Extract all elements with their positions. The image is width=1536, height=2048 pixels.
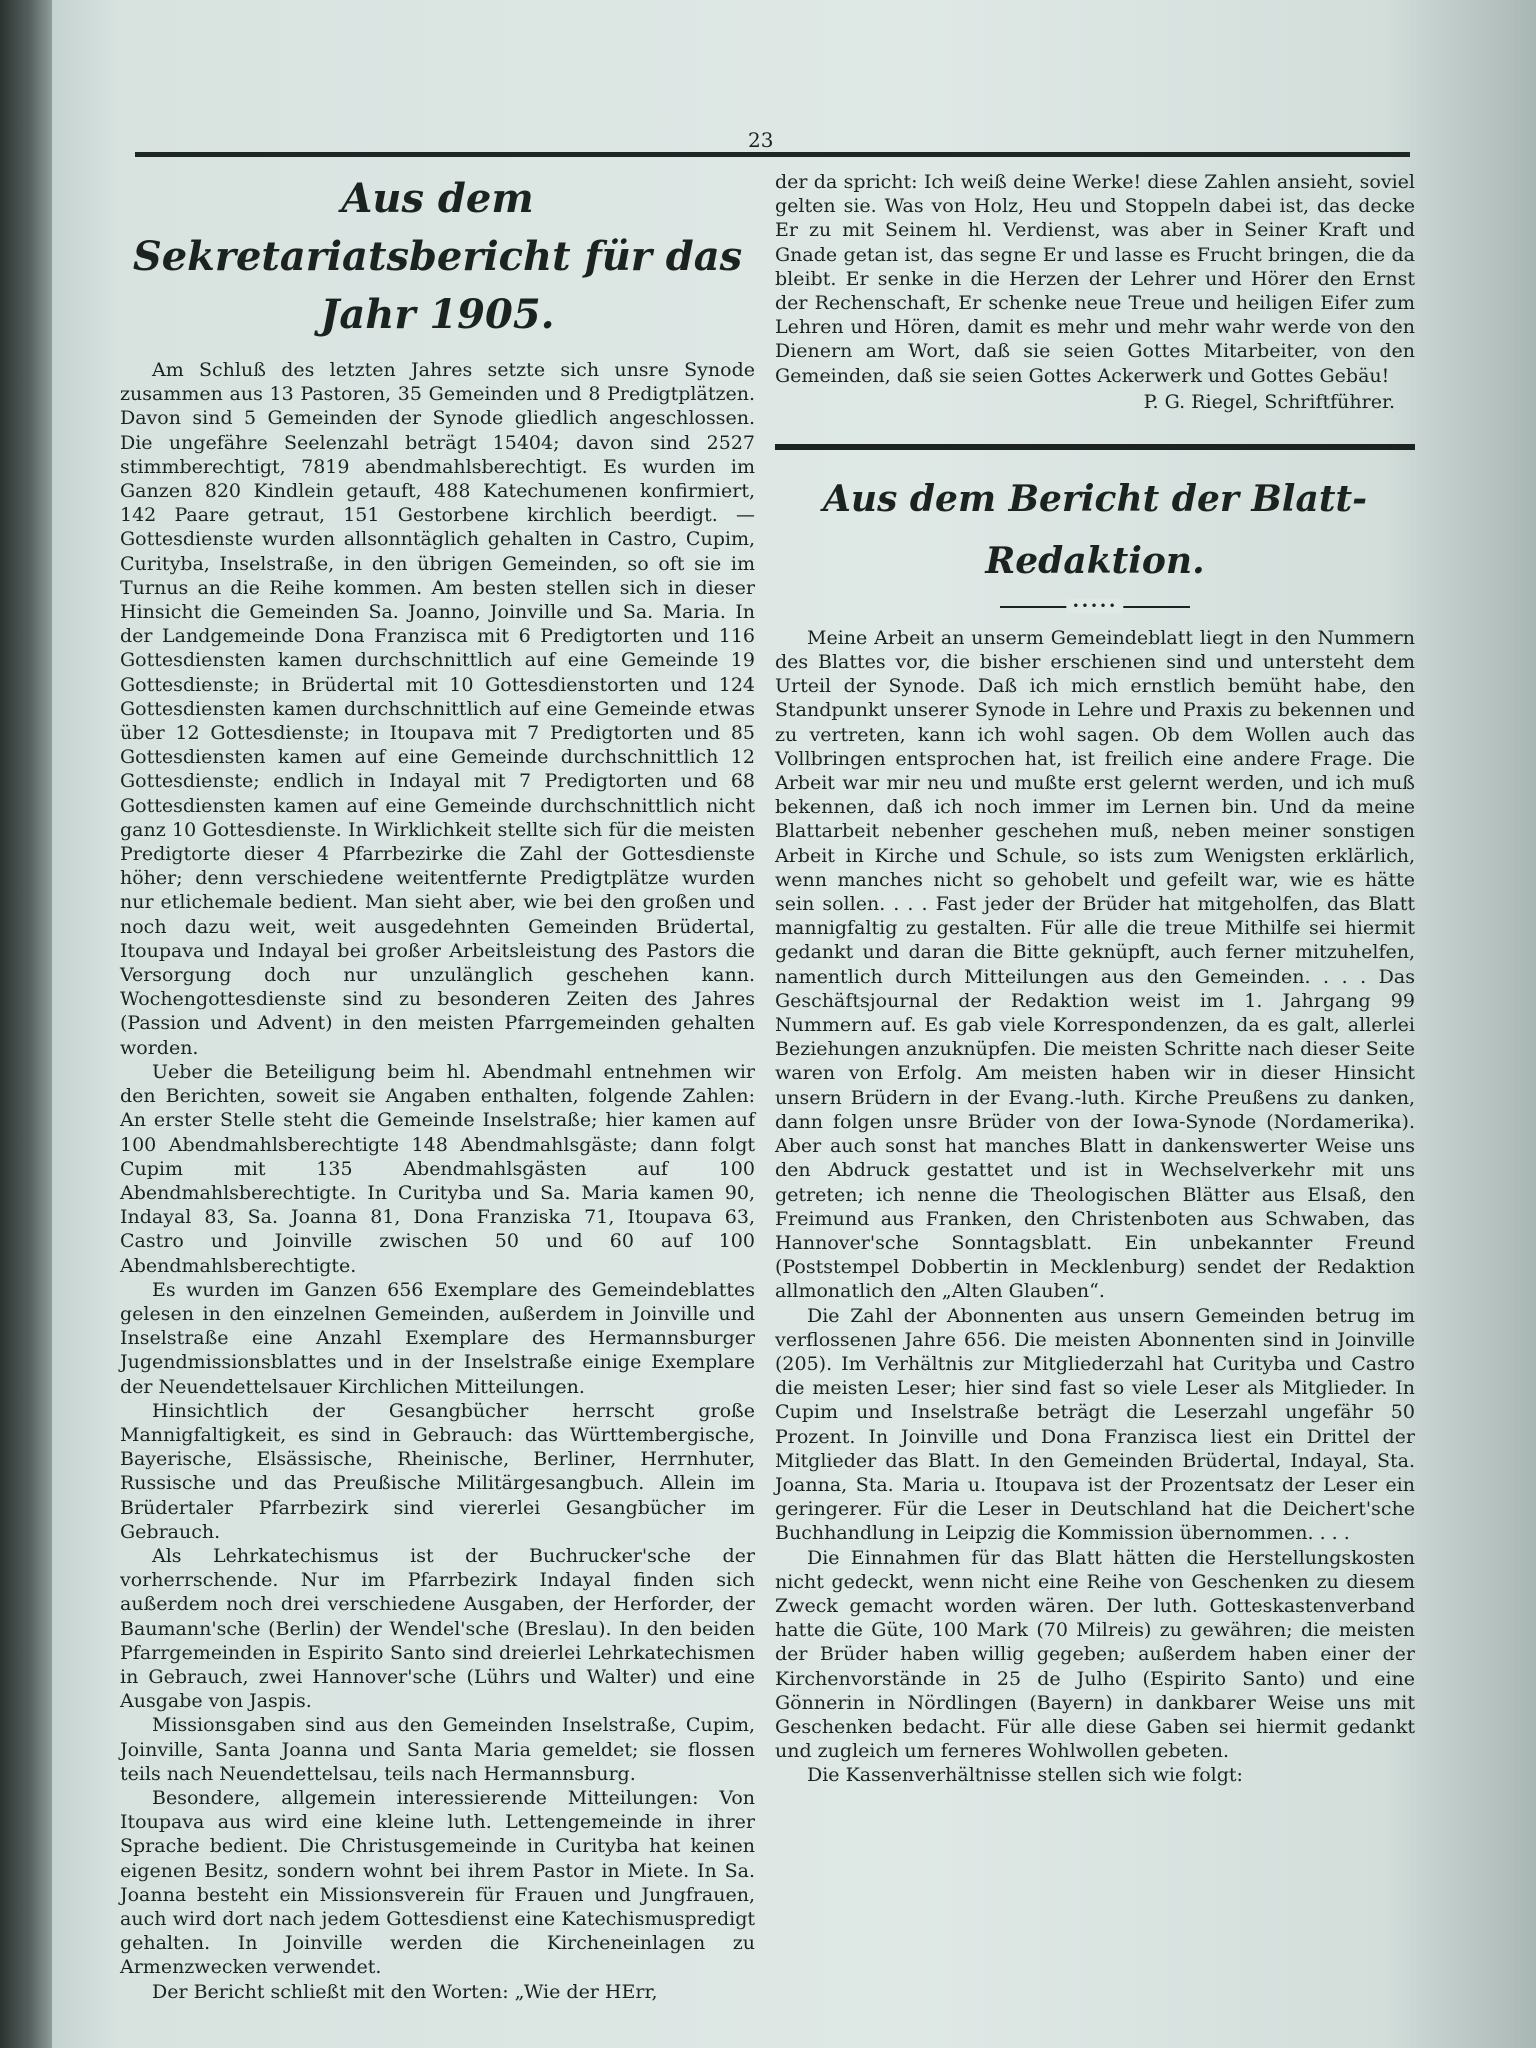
ornament-dots: ••••• <box>1066 599 1123 613</box>
right-column <box>775 170 1415 1788</box>
paragraph: Als Lehrkatechismus ist der Buchrucker'sche der vorherrschende. Nur im Pfarrbezirk Indayal finden sich außerdem noch drei verschiedene Ausgaben, der Herforder, der Baumann'sche (Berlin) der Wendel'sche (Breslau). In den beiden Pfarrgemeinden in Espirito Santo sind dreierlei Lehrkatechismen in Gebrauch, zwei Hannover'sche (Lührs und Walter) und eine Ausgabe von Jaspis. <box>120 1544 755 1713</box>
paragraph: Hinsichtlich der Gesangbücher herrscht große Mannigfaltigkeit, es sind in Gebrauch: das Württembergische, Bayerische, Elsässische, Rheinische, Berliner, Herrnhuter, Russische und das Preußische Militärgesangbuch. Allein im Brüdertaler Pfarrbezirk sind viererlei Gesangbücher im Gebrauch. <box>120 1399 755 1543</box>
paragraph: Die Einnahmen für das Blatt hätten die Herstellungskosten nicht gedeckt, wenn nicht eine Reihe von Geschenken zu diesem Zweck gemacht worden wären. Der luth. Gotteskastenverband hatte die Güte, 100 Mark (70 Milreis) zu gewähren; die meisten der Brüder haben willig gegeben; außerdem haben einer der Kirchenvorstände in 25 de Julho (Espirito Santo) und eine Gönnerin in Nördlingen (Bayern) in dankbarer Weise uns mit Geschenken bedacht. Für alle diese Gaben sei hiermit gedankt und zugleich um ferneres Wohlwollen gebeten. <box>775 1546 1415 1763</box>
signature: P. G. Riegel, Schriftführer. <box>1143 390 1395 413</box>
secretary-report-heading: Aus dem Sekretariatsbericht für das Jahr 1905. <box>132 175 743 338</box>
left-column <box>120 170 755 2004</box>
paragraph: Die Zahl der Abonnenten aus unsern Gemeinden betrug im verflossenen Jahre 656. Die meisten Abonnenten sind in Joinville (205). Im Verhältnis zur Mitgliederzahl hat Curityba und Castro die meisten Leser; hier sind fast so viele Leser als Mitglieder. In Cupim und Inselstraße beträgt die Leserzahl ungefähr 50 Prozent. In Joinville und Dona Franzisca liest ein Drittel der Mitglieder das Blatt. In den Gemeinden Brüdertal, Indayal, Sta. Joanna, Sta. Maria u. Itoupava ist der Prozentsatz der Leser ein geringerer. Für die Leser in Deutschland hat die Deichert'sche Buchhandlung in Leipzig die Kommission übernommen. . . . <box>775 1304 1415 1545</box>
book-spine-shadow <box>0 0 52 2048</box>
page-number: 23 <box>748 128 774 152</box>
paragraph: Ueber die Beteiligung beim hl. Abendmahl entnehmen wir den Berichten, soweit sie Angaben enthalten, folgende Zahlen: An erster Stelle steht die Gemeinde Inselstraße; hier kamen auf 100 Abendmahlsberechtigte 148 Abendmahlsgäste; dann folgt Cupim mit 135 Abendmahlsgästen auf 100 Abendmahlsberechtigte. In Curityba und Sa. Maria kamen 90, Indayal 83, Sa. Joanna 81, Dona Franziska 71, Itoupava 63, Castro und Joinville zwischen 50 und 60 auf 100 Abendmahlsberechtigte. <box>120 1060 755 1277</box>
paragraph: Missionsgaben sind aus den Gemeinden Inselstraße, Cupim, Joinville, Santa Joanna und Santa Maria gemeldet; sie flossen teils nach Neuendettelsau, teils nach Hermannsburg. <box>120 1714 755 1785</box>
editorial-report-heading: Aus dem Bericht der Blatt-Redaktion. <box>822 477 1368 582</box>
section-divider <box>775 444 1415 450</box>
header-rule <box>135 152 1410 157</box>
paragraph: Es wurden im Ganzen 656 Exemplare des Gemeindeblattes gelesen in den einzelnen Gemeinden, außerdem in Joinville und Inselstraße eine Anzahl Exemplare des Hermannsburger Jugendmissionsblattes und in der Inselstraße einige Exemplare der Neuendettelsauer Kirchlichen Mitteilungen. <box>120 1278 755 1398</box>
paragraph: Der Bericht schließt mit den Worten: „Wie der HErr, <box>152 1980 658 2003</box>
ornament-divider <box>1000 598 1190 613</box>
continuation-paragraph: der da spricht: Ich weiß deine Werke! diese Zahlen ansieht, soviel gelten sie. Was von Holz, Heu und Stoppeln dabei ist, das decke Er zu mit Seinem hl. Verdienst, was aber in Seiner Kraft und Gnade getan ist, das segne Er und lasse es Frucht bringen, die da bleibt. Er senke in die Herzen der Lehrer und Hörer den Ernst der Rechenschaft, Er schenke neue Treue und heiligen Eifer zum Lehren und Hören, damit es mehr und mehr wahr werde von den Dienern am Wort, daß sie seien Gottes Mitarbeiter, von den Gemeinden, daß sie seien Gottes Ackerwerk und Gottes Gebäu! <box>775 171 1415 387</box>
paragraph: Besondere, allgemein interessierende Mitteilungen: Von Itoupava aus wird eine kleine luth. Lettengemeinde in ihrer Sprache bedient. Die Christusgemeinde in Curityba hat keinen eigenen Besitz, sondern wohnt bei ihrem Pastor in Miete. In Sa. Joanna besteht ein Missionsverein für Frauen und Jungfrauen, auch wird dort nach jedem Gottesdienst eine Katechismuspredigt gehalten. In Joinville werden die Kircheneinlagen zu Armenzwecken verwendet. <box>120 1786 755 1979</box>
paragraph: Am Schluß des letzten Jahres setzte sich unsre Synode zusammen aus 13 Pastoren, 35 Gemeinden und 8 Predigtplätzen. Davon sind 5 Gemeinden der Synode gliedlich angeschlossen. Die ungefähre Seelenzahl beträgt 15404; davon sind 2527 stimmberechtigt, 7819 abendmahlsberechtigt. Es wurden im Ganzen 820 Kindlein getauft, 488 Katechumenen konfirmiert, 142 Paare getraut, 151 Gestorbene kirchlich beerdigt. — Gottesdienste wurden allsonntäglich gehalten in Castro, Cupim, Curityba, Inselstraße, in den übrigen Gemeinden, so oft sie im Turnus an die Reihe kommen. Am besten stellen sich in dieser Hinsicht die Gemeinden Sa. Joanno, Joinville und Sa. Maria. In der Landgemeinde Dona Franzisca mit 6 Predigtorten und 116 Gottesdiensten kamen durchschnittlich auf eine Gemeinde 19 Gottesdienste; in Brüdertal mit 10 Gottesdienstorten und 124 Gottesdiensten kamen durchschnittlich auf eine Gemeinde etwas über 12 Gottesdienste; in Itoupava mit 7 Predigtorten und 85 Gottesdiensten kamen auf eine Gemeinde durchschnittlich 12 Gottesdienste; endlich in Indayal mit 7 Predigtorten und 68 Gottesdiensten kamen auf eine Gemeinde durchschnittlich nicht ganz 10 Gottesdienste. In Wirklichkeit stellte sich für die meisten Predigtorte dieser 4 Pfarrbezirke die Zahl der Gottesdienste höher; denn verschiedene weitentfernte Predigtplätze wurden nur etlichemale bedient. Man sieht aber, wie bei den großen und noch dazu weit, weit ausgedehnten Gemeinden Brüdertal, Itoupava und Indayal bei großer Arbeitsleistung des Pastors die Versorgung doch nur unzulänglich geschehen kann. Wochengottesdienste sind zu besonderen Zeiten des Jahres (Passion und Advent) in den meisten Pfarrgemeinden gehalten worden. <box>120 359 755 1059</box>
paragraph: Meine Arbeit an unserm Gemeindeblatt liegt in den Nummern des Blattes vor, die bisher erschienen sind und untersteht dem Urteil der Synode. Daß ich mich ernstlich bemüht habe, den Standpunkt unserer Synode in Lehre und Praxis zu bekennen und zu vertreten, kann ich wohl sagen. Ob dem Wollen auch das Vollbringen entsprochen hat, ist freilich eine andere Frage. Die Arbeit war mir neu und mußte erst gelernt werden, und ich muß bekennen, daß ich noch immer im Lernen bin. Und da meine Blattarbeit nebenher geschehen muß, neben meiner sonstigen Arbeit in Kirche und Schule, so ists zum Wenigsten erklärlich, wenn manches nicht so gehobelt und gefeilt war, wie es hätte sein sollen. . . . Fast jeder der Brüder hat mitgeholfen, das Blatt mannigfaltig zu gestalten. Für alle die treue Mithilfe sei hiermit gedankt und daran die Bitte geknüpft, auch ferner mitzuhelfen, namentlich durch Mitteilungen aus den Gemeinden. . . . Das Geschäftsjournal der Redaktion weist im 1. Jahrgang 99 Nummern auf. Es gab viele Korrespondenzen, da es galt, allerlei Beziehungen anzuknüpfen. Die meisten Schritte nach dieser Seite waren von Erfolg. Am meisten haben wir in dieser Hinsicht unsern Brüdern in der Evang.-luth. Kirche Preußens zu danken, dann folgen unsre Brüder von der Iowa-Synode (Nordamerika). Aber auch sonst hat manches Blatt in dankenswerter Weise uns den Abdruck gestattet und ist in Wechselverkehr mit uns getreten; ich nenne die Theologischen Blätter aus Elsaß, den Freimund aus Franken, den Christenboten aus Schwaben, das Hannover'sche Sonntagsblatt. Ein unbekannter Freund (Poststempel Dobbertin in Mecklenburg) sendet der Redaktion allmonatlich den „Alten Glauben“. <box>775 626 1415 1303</box>
paragraph: Die Kassenverhältnisse stellen sich wie folgt: <box>807 1764 1243 1787</box>
